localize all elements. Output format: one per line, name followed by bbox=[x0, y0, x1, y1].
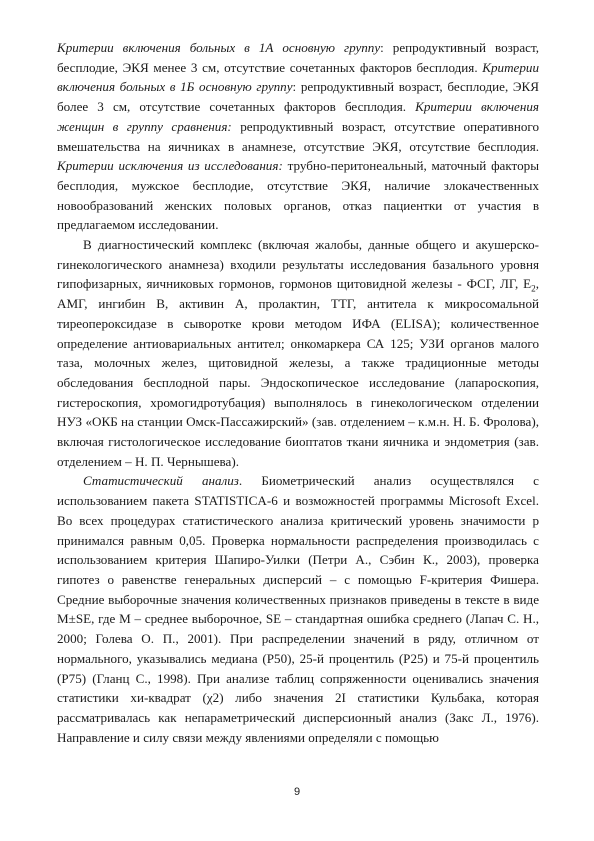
italic-phrase: Критерии включения больных в 1А основную группу bbox=[57, 40, 381, 55]
text-run: репродуктивный возраст, отсутствие оперативного вмешательства на яичниках в анамнезе, отсутствие ЭКЯ, отсутствие бесплодия. bbox=[57, 118, 539, 154]
paragraph-statistical-analysis bbox=[57, 471, 539, 747]
paragraph-diagnostic-complex bbox=[57, 235, 539, 471]
italic-phrase: Критерии включения женщин в группу сравнения: bbox=[57, 99, 540, 134]
text-run: В диагностический комплекс (включая жалобы, данные общего и акушерско-гинекологического анамнеза) входили результаты исследования базального уровня гипофизарных, яичниковых гормонов, гормонов щитовидной железы - ФСГ, ЛГ, E bbox=[57, 237, 539, 292]
text-run: : репродуктивный возраст, бесплодие, ЭКЯ более 3 см, отсутствие сочетанных факторов бесплодия. bbox=[57, 79, 539, 115]
document-body bbox=[57, 38, 539, 747]
page-number: 9 bbox=[293, 786, 301, 798]
paragraph-inclusion-criteria bbox=[57, 38, 539, 235]
text-run: , АМГ, ингибин В, активин А, пролактин, ТТГ, антитела к микросомальной тиреопероксидазе в сыворотке крови методом ИФА (ELISA); количественное определение антиовариальных антител; онкомаркера СА 125; УЗИ органов малого таза, молочных желез, щитовидной железы, а также традиционные методы обследования бесплодной пары. Эндоскопическое исследование (лапароскопия, гистероскопия, хромогидротубация) выполнялось в гинекологическом отделении НУЗ «ОКБ на станции Омск-Пассажирский» (зав. отделением – к.м.н. Н. Б. Фролова), включая гистологическое исследование биоптатов ткани яичника и эндометрия (зав. отделением – Н. П. Чернышева). bbox=[57, 276, 539, 469]
italic-phrase: Критерии исключения из исследования: bbox=[57, 158, 283, 174]
italic-phrase: Критерии включения больных в 1Б основную группу bbox=[57, 59, 539, 95]
text-run: трубно-перитонеальный, маточный факторы бесплодия, мужское бесплодие, отсутствие ЭКЯ, наличие злокачественных новообразований женских половых органов, отказ пациентки от участия в предлагаемом исследовании. bbox=[57, 158, 539, 233]
italic-phrase: Статистический анализ bbox=[83, 473, 239, 489]
text-run: : репродуктивный возраст, бесплодие, ЭКЯ менее 3 см, отсутствие сочетанных факторов бесплодия. bbox=[57, 40, 539, 75]
subscript: 2 bbox=[531, 284, 536, 295]
text-run: . Биометрический анализ осуществлялся с использованием пакета STATISTICA-6 и возможностей программы Microsoft Excel. Во всех процедурах статистического анализа критический уровень значимости р принимался равным 0,05. Проверка нормальности распределения производилась с использованием критерия Шапиро-Уилки (Петри А., Сэбин К., 2003), проверка гипотез о равенстве генеральных дисперсий – с помощью F-критерия Фишера. Средние выборочные значения количественных признаков приведены в тексте в виде M±SE, где М – среднее выборочное, SE – стандартная ошибка среднего (Лапач С. Н., 2000; Голева О. П., 2001). При распределении значений в ряду, отличном от нормального, указывались медиана (P50), 25-й процентиль (P25) и 75-й процентиль (P75) (Гланц С., 1998). При анализе таблиц сопряженности оценивались значения статистики хи-квадрат (χ2) либо значения 2I статистики Кульбака, которая рассматривалась как непараметрический дисперсионный анализ (Закс Л., 1976). Направление и силу связи между явлениями определяли с помощью bbox=[57, 473, 539, 745]
